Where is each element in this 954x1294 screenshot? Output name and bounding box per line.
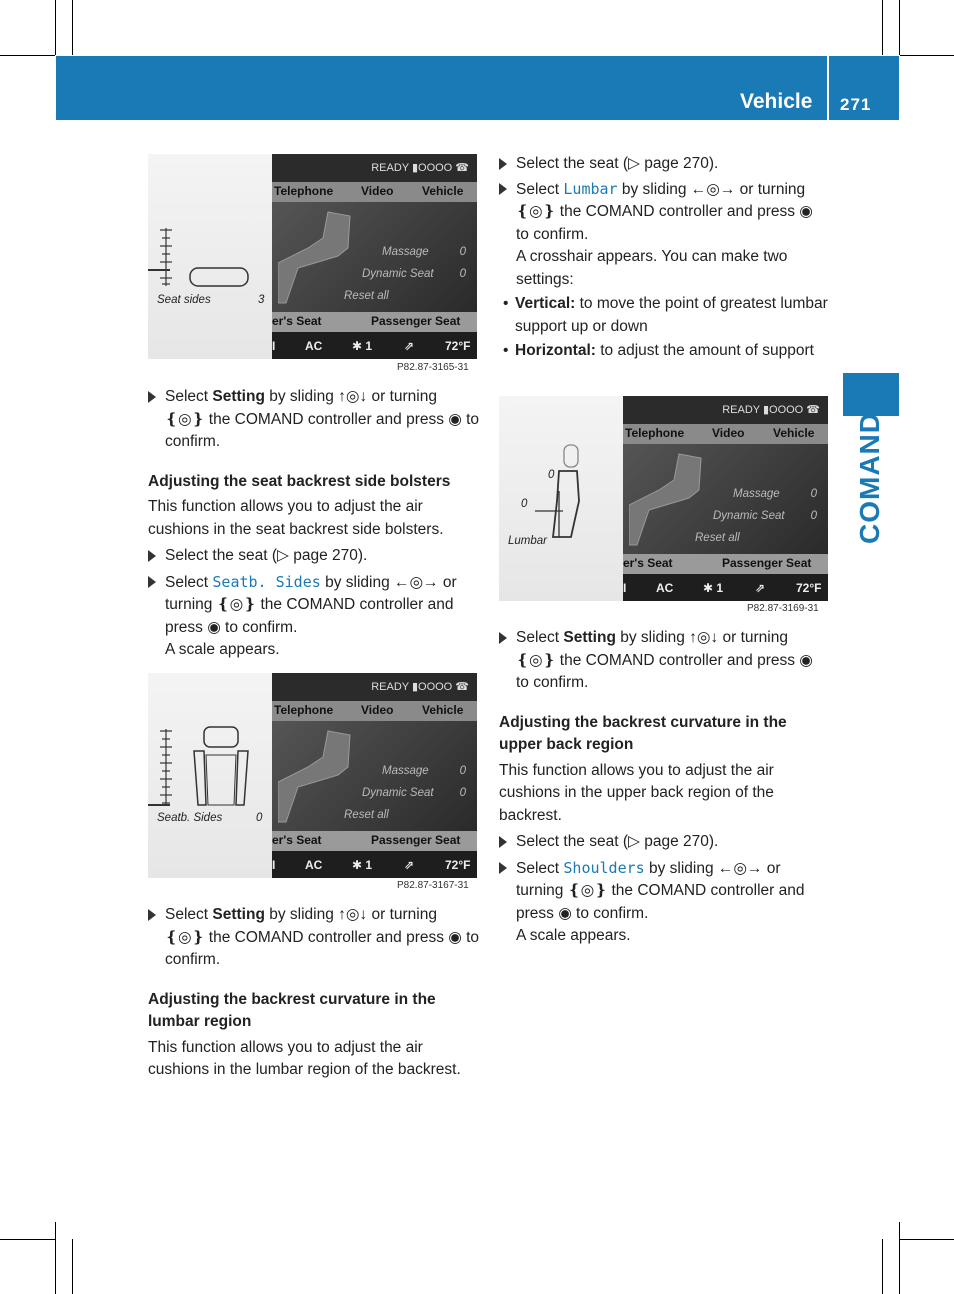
menu-item-dynamic-seat [342, 787, 472, 809]
step [499, 178, 829, 247]
right-column [499, 153, 829, 363]
climate-airflow: ⇗ [755, 581, 766, 595]
setting-term: Setting [212, 388, 265, 405]
step [148, 571, 480, 640]
menu-label: Reset all [695, 532, 740, 544]
bullet-item [499, 340, 829, 363]
image-reference: P82.87-3169-31 [747, 603, 819, 614]
menu-item-massage [342, 765, 472, 787]
crop-mark [899, 1222, 900, 1294]
display-right-pane [623, 396, 828, 601]
chapter-tab [843, 373, 899, 416]
climate-fan: ✱ 1 [352, 339, 373, 353]
menu-label: Dynamic Seat [362, 268, 434, 280]
menu-term: Seatb. Sides [212, 572, 321, 591]
setting-term: Setting [563, 629, 616, 646]
menu-value: 0 [459, 268, 466, 280]
seat-menu [342, 246, 472, 312]
text: by sliding ↑◎↓ or turning ❴◎❵ the COMAND controller and press ◉ to confirm. [165, 388, 480, 450]
tab-video: Video [361, 703, 394, 717]
setting-value: 0 [256, 812, 263, 824]
display-right-pane [272, 154, 477, 359]
setting-term: Setting [212, 906, 265, 923]
step [499, 627, 829, 695]
page-number: 271 [840, 95, 872, 114]
menu-value: 0 [810, 488, 817, 500]
left-column [148, 386, 480, 662]
seat-tabs [623, 554, 828, 574]
crop-mark [899, 0, 900, 55]
menu-label: Reset all [344, 809, 389, 821]
crop-mark [882, 1239, 883, 1294]
climate-ac: AC [305, 339, 323, 353]
crop-mark [55, 1222, 56, 1294]
text: Select [516, 859, 564, 877]
crop-mark [72, 1239, 73, 1294]
seat-view [623, 444, 828, 554]
status-text: READY ▮OOOO ☎ [371, 162, 469, 174]
menu-tabs [272, 701, 477, 721]
bullet-term: Vertical: [515, 295, 576, 312]
step [148, 386, 480, 454]
vertical-value: 0 [548, 469, 555, 481]
tab-passenger-seat: Passenger Seat [371, 833, 461, 847]
section-heading: Adjusting the seat backrest side bolsters [148, 472, 451, 490]
crop-mark [900, 55, 954, 56]
text: Select [516, 180, 564, 198]
text: by sliding ←◎→ or turning ❴◎❵ the COMAND controller and press ◉ to confirm. [516, 859, 805, 922]
crop-mark [55, 0, 56, 55]
paragraph: This function allows you to adjust the air cushions in the upper back region of the backrest. [499, 761, 774, 824]
climate-item: I [272, 339, 276, 353]
climate-temp: 72°F [445, 339, 471, 353]
paragraph: This function allows you to adjust the air cushions in the lumbar region of the backrest. [148, 1038, 461, 1078]
climate-bar [272, 332, 477, 359]
left-column-lower [148, 904, 480, 1082]
seat-tabs [272, 312, 477, 332]
step [499, 831, 829, 854]
tab-telephone: Telephone [274, 703, 334, 717]
text: to move the point of greatest lumbar support up or down [515, 295, 828, 335]
menu-label: Dynamic Seat [713, 510, 785, 522]
text: Select [165, 573, 213, 591]
text: Select [165, 906, 213, 923]
menu-item-dynamic-seat [693, 510, 823, 532]
display-left-pane [499, 396, 623, 601]
screenshot-seat-sides [148, 154, 477, 359]
paragraph: A scale appears. [165, 641, 280, 658]
section-title: Vehicle [740, 90, 813, 113]
paragraph: A scale appears. [516, 927, 631, 944]
tab-video: Video [361, 184, 394, 198]
tab-driver-seat: er's Seat [272, 833, 322, 847]
setting-value: 3 [258, 294, 265, 306]
image-reference: P82.87-3165-31 [397, 362, 469, 373]
menu-value: 0 [459, 787, 466, 799]
menu-label: Dynamic Seat [362, 787, 434, 799]
tab-telephone: Telephone [274, 184, 334, 198]
menu-item-reset [693, 532, 823, 554]
climate-bar [623, 574, 828, 601]
climate-bar [272, 851, 477, 878]
climate-airflow: ⇗ [404, 339, 415, 353]
scale-icon [148, 725, 268, 815]
scale-icon [148, 224, 268, 304]
image-reference: P82.87-3167-31 [397, 880, 469, 891]
display-left-pane [148, 154, 272, 359]
menu-item-reset [342, 290, 472, 312]
status-bar [272, 154, 477, 182]
step [499, 153, 829, 176]
text: by sliding ↑◎↓ or turning ❴◎❵ the COMAND controller and press ◉ to confirm. [165, 906, 480, 968]
horizontal-value: 0 [521, 498, 528, 510]
step [148, 904, 480, 972]
menu-tabs [623, 424, 828, 444]
menu-term: Shoulders [563, 858, 645, 877]
seat-tabs [272, 831, 477, 851]
text: by sliding ↑◎↓ or turning ❴◎❵ the COMAND controller and press ◉ to confirm. [516, 629, 813, 691]
screenshot-seatb-sides [148, 673, 477, 878]
text: Select the seat (▷ page 270). [516, 155, 719, 172]
climate-item: I [623, 581, 627, 595]
tab-telephone: Telephone [625, 426, 685, 440]
setting-label: Seat sides [157, 294, 211, 306]
text: Select the seat (▷ page 270). [165, 547, 368, 564]
setting-label: Seatb. Sides [157, 812, 223, 824]
menu-item-massage [693, 488, 823, 510]
climate-item: I [272, 858, 276, 872]
climate-fan: ✱ 1 [352, 858, 373, 872]
setting-label: Lumbar [508, 535, 547, 547]
text: to adjust the amount of support [595, 342, 814, 359]
paragraph: A crosshair appears. You can make two settings: [516, 248, 788, 288]
seat-view [272, 202, 477, 312]
tab-driver-seat: er's Seat [623, 556, 673, 570]
crop-mark [900, 1239, 954, 1240]
menu-label: Massage [382, 246, 429, 258]
status-bar [272, 673, 477, 701]
section-heading: Adjusting the backrest curvature in the lumbar region [148, 990, 436, 1030]
seat-menu [342, 765, 472, 831]
seat-menu [693, 488, 823, 554]
crop-mark [0, 1239, 55, 1240]
paragraph: This function allows you to adjust the air cushions in the seat backrest side bolsters. [148, 498, 444, 538]
climate-airflow: ⇗ [404, 858, 415, 872]
menu-item-dynamic-seat [342, 268, 472, 290]
crop-mark [882, 0, 883, 55]
screenshot-lumbar [499, 396, 828, 601]
climate-temp: 72°F [796, 581, 822, 595]
climate-fan: ✱ 1 [703, 581, 724, 595]
menu-label: Reset all [344, 290, 389, 302]
menu-item-massage [342, 246, 472, 268]
text: Select the seat (▷ page 270). [516, 833, 719, 850]
tab-passenger-seat: Passenger Seat [371, 314, 461, 328]
menu-value: 0 [810, 510, 817, 522]
status-text: READY ▮OOOO ☎ [371, 681, 469, 693]
step [499, 857, 829, 926]
display-right-pane [272, 673, 477, 878]
text: Select [165, 388, 213, 405]
text: Select [516, 629, 564, 646]
chapter-label: COMAND [854, 412, 885, 544]
status-text: READY ▮OOOO ☎ [722, 404, 820, 416]
climate-temp: 72°F [445, 858, 471, 872]
section-heading: Adjusting the backrest curvature in the upper back region [499, 713, 787, 753]
tab-vehicle: Vehicle [422, 703, 464, 717]
climate-ac: AC [305, 858, 323, 872]
tab-vehicle: Vehicle [773, 426, 815, 440]
menu-label: Massage [382, 765, 429, 777]
tab-vehicle: Vehicle [422, 184, 464, 198]
bullet-term: Horizontal: [515, 342, 596, 359]
bullet-item [499, 293, 829, 338]
tab-video: Video [712, 426, 745, 440]
menu-value: 0 [459, 765, 466, 777]
climate-ac: AC [656, 581, 674, 595]
right-column-lower [499, 627, 829, 948]
text: by sliding ←◎→ or turning ❴◎❵ the COMAND controller and press ◉ to confirm. [516, 180, 813, 243]
header-divider [827, 56, 829, 120]
tab-passenger-seat: Passenger Seat [722, 556, 812, 570]
lumbar-crosshair-icon [519, 441, 619, 546]
tab-driver-seat: er's Seat [272, 314, 322, 328]
menu-term: Lumbar [563, 179, 618, 198]
menu-label: Massage [733, 488, 780, 500]
menu-value: 0 [459, 246, 466, 258]
status-bar [623, 396, 828, 424]
display-left-pane [148, 673, 272, 878]
menu-item-reset [342, 809, 472, 831]
seat-view [272, 721, 477, 831]
step [148, 545, 480, 568]
crop-mark [0, 55, 55, 56]
text: by sliding ←◎→ or turning ❴◎❵ the COMAND controller and press ◉ to confirm. [165, 573, 457, 636]
menu-tabs [272, 182, 477, 202]
crop-mark [72, 0, 73, 55]
